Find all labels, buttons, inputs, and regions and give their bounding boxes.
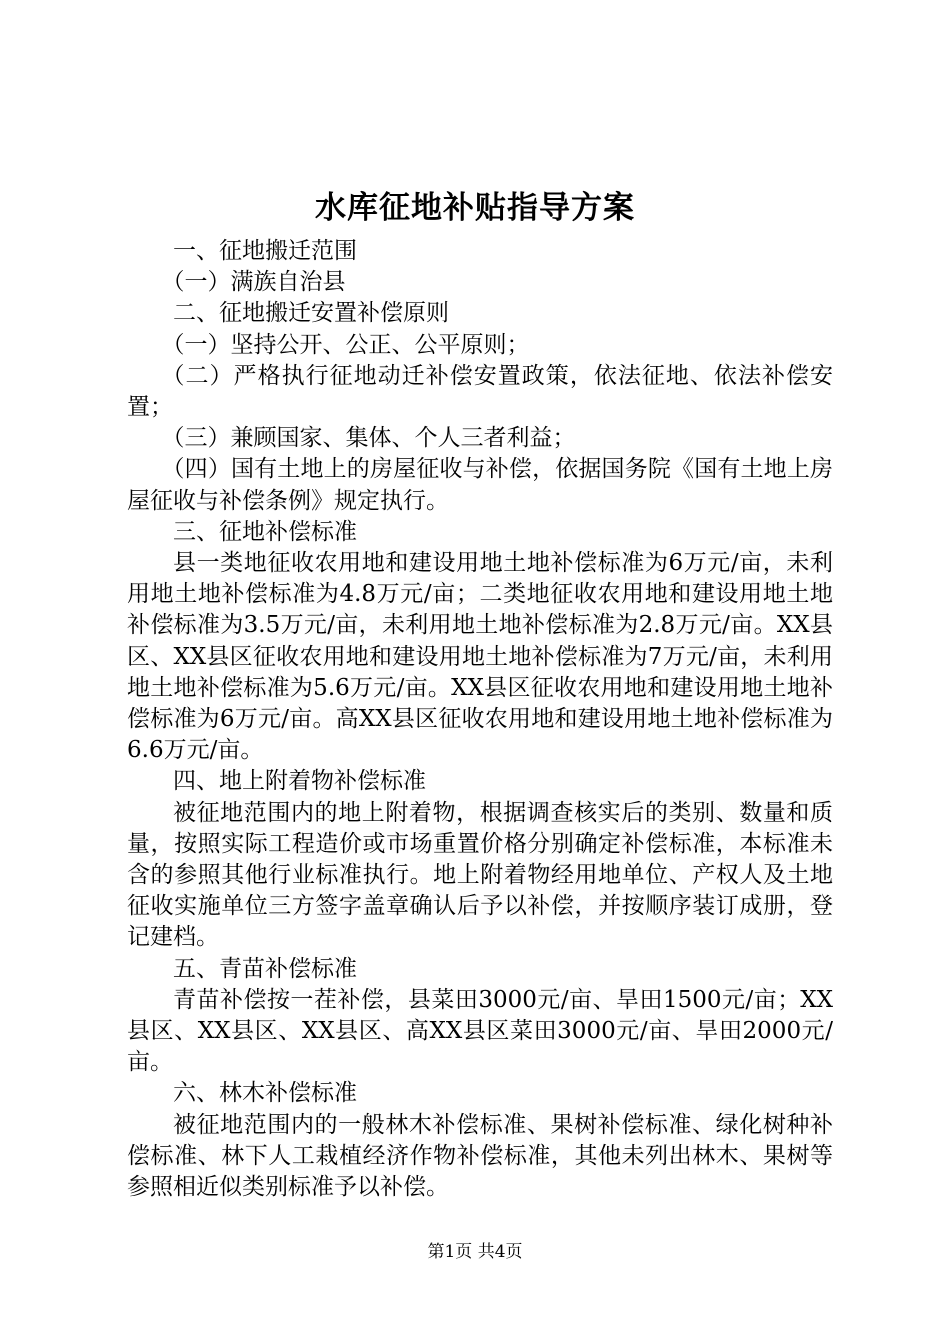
paragraph: 四、地上附着物补偿标准	[173, 768, 426, 795]
paragraph: （四）国有土地上的房屋征收与补偿，依据国务院《国有土地上房屋征收与补偿条例》规定执行。	[127, 456, 833, 514]
paragraph: 二、征地搬迁安置补偿原则	[173, 300, 449, 327]
page-footer: 第1页 共4页	[427, 1242, 523, 1262]
paragraph: 青苗补偿按一茬补偿，县菜田3000元/亩、旱田1500元/亩；XX县区、XX县区、XX县区、高XX县区菜田3000元/亩、旱田2000元/亩。	[127, 986, 833, 1076]
paragraph: 五、青苗补偿标准	[173, 955, 357, 982]
paragraph: （三）兼顾国家、集体、个人三者利益；	[161, 425, 576, 452]
document-title: 水库征地补贴指导方案	[315, 190, 635, 226]
paragraph: （一）满族自治县	[161, 269, 346, 296]
paragraph: （二）严格执行征地动迁补偿安置政策，依法征地、依法补偿安置；	[127, 362, 833, 421]
paragraph: 被征地范围内的一般林木补偿标准、果树补偿标准、绿化树种补偿标准、林下人工栽植经济作物补偿标准，其他未列出林木、果树等参照相近似类别标准予以补偿。	[127, 1111, 833, 1201]
paragraph: 县一类地征收农用地和建设用地土地补偿标准为6万元/亩，未利用地土地补偿标准为4.8万元/亩；二类地征收农用地和建设用地土地补偿标准为3.5万元/亩，未利用地土地补偿标准为2.8万元/亩。XX县区、XX县区征收农用地和建设用地土地补偿标准为7万元/亩，未利用地土地补偿标准为5.6万元/亩。XX县区征收农用地和建设用地土地补偿标准为6万元/亩。高XX县区征收农用地和建设用地土地补偿标准为6.6万元/亩。	[127, 550, 833, 764]
document-body	[127, 236, 833, 1203]
paragraph: 三、征地补偿标准	[173, 518, 357, 545]
paragraph: 被征地范围内的地上附着物，根据调查核实后的类别、数量和质量，按照实际工程造价或市场重置价格分别确定补偿标准，本标准未含的参照其他行业标准执行。地上附着物经用地单位、产权人及土地征收实施单位三方签字盖章确认后予以补偿，并按顺序装订成册，登记建档。	[127, 799, 833, 951]
paragraph: 六、林木补偿标准	[173, 1080, 357, 1107]
paragraph: 一、征地搬迁范围	[173, 238, 357, 264]
paragraph: （一）坚持公开、公正、公平原则；	[161, 331, 530, 358]
